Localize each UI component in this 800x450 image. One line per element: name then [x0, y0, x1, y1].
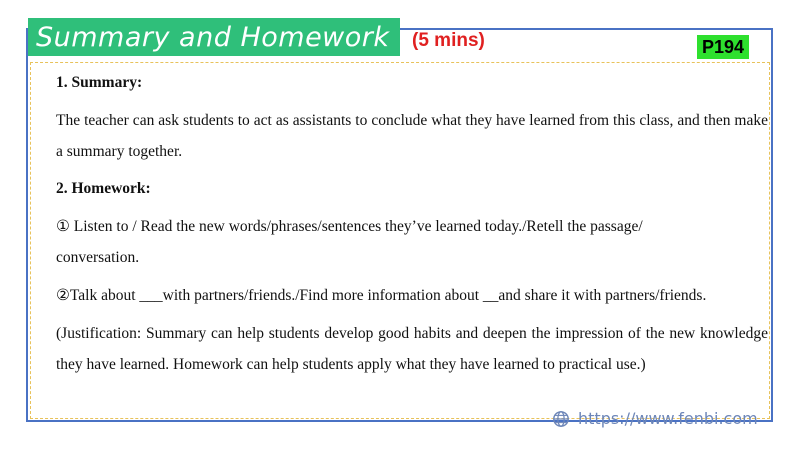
homework-item-1: ① Listen to / Read the new words/phrases/sentences they’ve learned today./Retell the passage/ conversation. — [56, 218, 643, 266]
footer-url[interactable]: https://www.fenbi.com — [578, 409, 758, 428]
footer-link[interactable] — [552, 409, 758, 428]
summary-text: The teacher can ask students to act as assistants to conclude what they have learned from this class, and then make a summary together. — [56, 112, 768, 160]
title-banner — [28, 18, 400, 56]
duration-label: (5 mins) — [412, 30, 485, 51]
justification-text: (Justification: Summary can help students develop good habits and deepen the impression of the new knowledge they have learned. Homework can help students apply what they have learned to practical use.) — [56, 325, 768, 373]
globe-icon — [552, 410, 570, 428]
homework-heading: 2. Homework: — [56, 180, 151, 197]
summary-heading: 1. Summary: — [56, 74, 143, 91]
homework-item-2: ②Talk about ___with partners/friends./Find more information about __and share it with partners/friends. — [56, 287, 707, 304]
page-title: Summary and Homework — [36, 21, 390, 53]
page-number-badge: P194 — [697, 35, 749, 59]
